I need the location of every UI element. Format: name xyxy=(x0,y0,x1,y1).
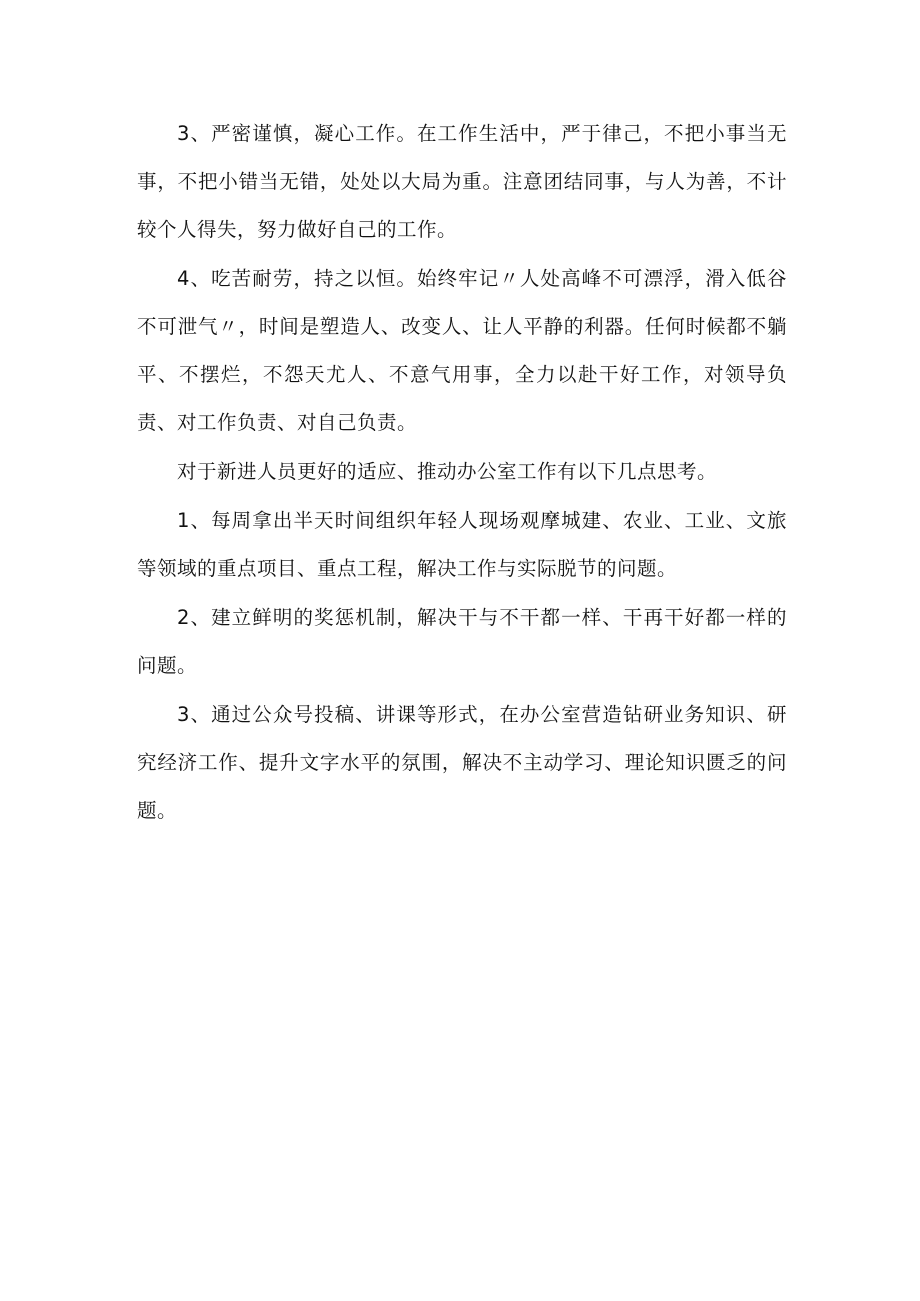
paragraph-reflections-intro: 对于新进人员更好的适应、推动办公室工作有以下几点思考。 xyxy=(177,460,718,483)
document-body xyxy=(137,110,787,836)
paragraph-reward-mechanism: 2、建立鲜明的奖惩机制，解决干与不干都一样、干再干好都一样的问题。 xyxy=(137,606,787,677)
paragraph-learning-atmosphere: 3、通过公众号投稿、讲课等形式，在办公室营造钻研业务知识、研究经济工作、提升文字水平的氛围，解决不主动学习、理论知识匮乏的问题。 xyxy=(137,703,787,822)
paragraph-work-attitude: 3、严密谨慎，凝心工作。在工作生活中，严于律己，不把小事当无事，不把小错当无错，处处以大局为重。注意团结同事，与人为善，不计较个人得失，努力做好自己的工作。 xyxy=(137,122,787,241)
paragraph-perseverance: 4、吃苦耐劳，持之以恒。始终牢记〃人处高峰不可漂浮，滑入低谷不可泄气〃，时间是塑造人、改变人、让人平静的利器。任何时候都不躺平、不摆烂，不怨天尤人、不意气用事，全力以赴干好工作，对领导负责、对工作负责、对自己负责。 xyxy=(137,267,787,434)
paragraph-site-visits: 1、每周拿出半天时间组织年轻人现场观摩城建、农业、工业、文旅等领域的重点项目、重点工程，解决工作与实际脱节的问题。 xyxy=(137,509,787,580)
